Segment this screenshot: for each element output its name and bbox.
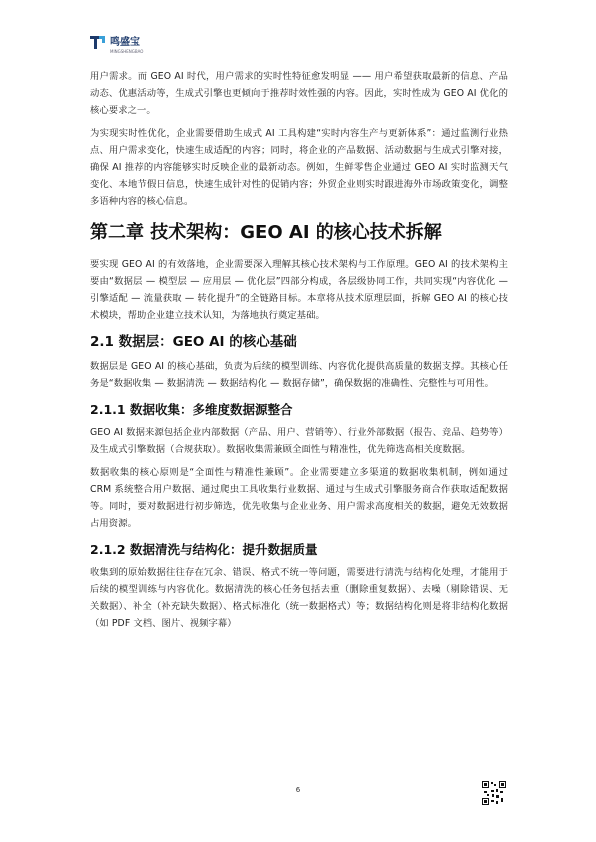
section-title: 2.1 数据层：GEO AI 的核心基础 bbox=[90, 334, 297, 350]
subsection-title: 2.1.2 数据清洗与结构化：提升数据质量 bbox=[90, 542, 318, 557]
paragraph: GEO AI 数据来源包括企业内部数据（产品、用户、营销等）、行业外部数据（报告、竞品、趋势等）及生成式引擎数据（合规获取）。数据收集需兼顾全面性与精准性，优先筛选高相关度数据。 bbox=[90, 427, 508, 455]
qr-code-icon bbox=[482, 781, 506, 805]
page-content bbox=[90, 68, 508, 638]
chapter-title: 第二章 技术架构：GEO AI 的核心技术拆解 bbox=[90, 222, 442, 243]
logo-wordmark bbox=[110, 30, 143, 54]
paragraph: 收集到的原始数据往往存在冗余、错误、格式不统一等问题，需要进行清洗与结构化处理，才能用于后续的模型训练与内容优化。数据清洗的核心任务包括去重（删除重复数据）、去噪（剔除错误、无关数据）、补全（补充缺失数据）、格式标准化（统一数据格式）等；数据结构化则是将非结构化数据（如 PDF 文档、图片、视频字幕） bbox=[90, 567, 508, 629]
logo-subtitle: MINGSHENGBAO bbox=[110, 49, 144, 54]
subsection-title: 2.1.1 数据收集：多维度数据源整合 bbox=[90, 402, 293, 417]
paragraph: 用户需求。而 GEO AI 时代，用户需求的实时性特征愈发明显 —— 用户希望获取最新的信息、产品动态、优惠活动等，生成式引擎也更倾向于推荐时效性强的内容。因此，实时性成为 GEO AI 优化的核心要求之一。 bbox=[90, 71, 508, 116]
page-number: 6 bbox=[295, 786, 301, 794]
chapter-intro: 要实现 GEO AI 的有效落地，企业需要深入理解其核心技术架构与工作原理。GEO AI 的技术架构主要由“数据层 — 模型层 — 应用层 — 优化层”四部分构成，各层级协同工作，共同实现“内容优化 — 引擎适配 — 流量获取 — 转化提升”的全链路目标。本章将从技术原理层面，拆解 GEO AI 的核心技术模块，帮助企业建立技术认知，为落地执行奠定基础。 bbox=[90, 259, 508, 321]
logo-text: 鸣盛宝 bbox=[110, 37, 140, 48]
header-logo bbox=[90, 30, 143, 54]
paragraph: 数据层是 GEO AI 的核心基础，负责为后续的模型训练、内容优化提供高质量的数据支撑。其核心任务是“数据收集 — 数据清洗 — 数据结构化 — 数据存储”，确保数据的准确性、完整性与可用性。 bbox=[90, 361, 508, 389]
paragraph: 为实现实时性优化，企业需要借助生成式 AI 工具构建“实时内容生产与更新体系”：通过监测行业热点、用户需求变化，快速生成适配的内容；同时，将企业的产品数据、活动数据与生成式引擎对接，确保 AI 推荐的内容能够实时反映企业的最新动态。例如，生鲜零售企业通过 GEO AI 实时监测天气变化、本地节假日信息，快速生成针对性的促销内容；外贸企业则实时跟进海外市场政策变化，调整多语种内容的核心信息。 bbox=[90, 128, 508, 207]
logo-icon bbox=[90, 34, 106, 50]
paragraph: 数据收集的核心原则是“全面性与精准性兼顾”。企业需要建立多渠道的数据收集机制，例如通过 CRM 系统整合用户数据、通过爬虫工具收集行业数据、通过与生成式引擎服务商合作获取适配数据等。同时，要对数据进行初步筛选，优先收集与企业业务、用户需求高度相关的数据，避免无效数据占用资源。 bbox=[90, 467, 508, 529]
